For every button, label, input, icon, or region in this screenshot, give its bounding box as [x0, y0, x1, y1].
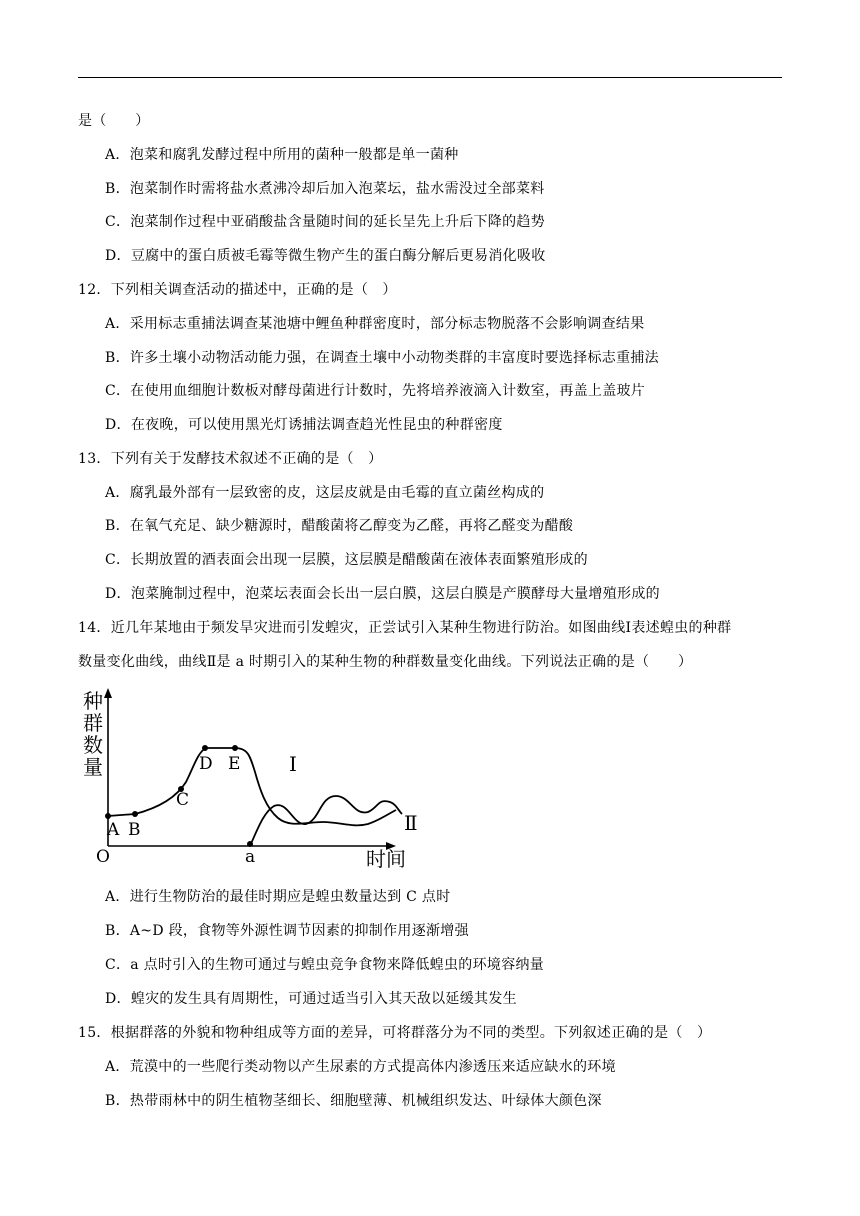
- q14-stem-line1: 14．近几年某地由于频发旱灾进而引发蝗灾，正尝试引入某种生物进行防治。如图曲线Ⅰ表述蝗虫的种群: [78, 620, 732, 636]
- q12-option-c: C．在使用血细胞计数板对酵母菌进行计数时，先将培养液滴入计数室，再盖上盖玻片: [105, 383, 646, 399]
- q13-stem: 13．下列有关于发酵技术叙述不正确的是（ ）: [78, 451, 383, 467]
- q12-option-d: D．在夜晚，可以使用黑光灯诱捕法调查趋光性昆虫的种群密度: [105, 417, 503, 433]
- q11-option-b: B．泡菜制作时需将盐水煮沸冷却后加入泡菜坛，盐水需没过全部菜料: [105, 181, 545, 197]
- label-a-time: a: [245, 847, 256, 867]
- label-origin: O: [96, 847, 110, 867]
- label-curve-ii: Ⅱ: [404, 811, 418, 835]
- q14-option-b: B．A~D 段，食物等外源性调节因素的抑制作用逐渐增强: [105, 923, 469, 939]
- x-axis-label: 时间: [366, 847, 406, 871]
- q13-option-b: B．在氧气充足、缺少糖源时，醋酸菌将乙醇变为乙醛，再将乙醛变为醋酸: [105, 518, 574, 534]
- label-d: D: [199, 754, 213, 774]
- y-label-char-3: 数: [83, 733, 103, 757]
- q11-option-a: A．泡菜和腐乳发酵过程中所用的菌种一般都是单一菌种: [105, 147, 459, 163]
- q15-option-b: B．热带雨林中的阴生植物茎细长、细胞壁薄、机械组织发达、叶绿体大颜色深: [105, 1093, 602, 1109]
- q14-option-c: C．a 点时引入的生物可通过与蝗虫竞争食物来降低蝗虫的环境容纳量: [105, 957, 545, 973]
- point-d: [202, 745, 208, 751]
- curve-i: [108, 748, 396, 825]
- point-b: [132, 811, 138, 817]
- label-b: B: [128, 820, 141, 840]
- q11-option-c: C．泡菜制作过程中亚硝酸盐含量随时间的延长呈先上升后下降的趋势: [105, 214, 546, 230]
- header-rule: [78, 77, 782, 78]
- q15-stem: 15．根据群落的外貌和物种组成等方面的差异，可将群落分为不同的类型。下列叙述正确的是（ ）: [78, 1025, 712, 1041]
- q14-stem-line2: 数量变化曲线，曲线Ⅱ是 a 时期引入的某种生物的种群数量变化曲线。下列说法正确的是（ ）: [78, 654, 693, 670]
- label-e: E: [228, 754, 241, 774]
- q12-option-b: B．许多土壤小动物活动能力强，在调查土壤中小动物类群的丰富度时要选择标志重捕法: [105, 350, 659, 366]
- population-curve-figure: [78, 686, 428, 872]
- y-label-char-4: 量: [83, 755, 103, 779]
- q11-stem-tail: 是（ ）: [78, 113, 150, 129]
- y-label-char-1: 种: [83, 689, 103, 713]
- label-c: C: [176, 790, 190, 810]
- q14-option-d: D．蝗灾的发生具有周期性，可通过适当引入其天敌以延缓其发生: [105, 991, 517, 1007]
- label-a: A: [107, 820, 120, 840]
- q13-option-c: C．长期放置的酒表面会出现一层膜，这层膜是醋酸菌在液体表面繁殖形成的: [105, 552, 588, 568]
- y-label-char-2: 群: [83, 711, 103, 735]
- label-curve-i: Ⅰ: [289, 752, 297, 776]
- q12-option-a: A．采用标志重捕法调查某池塘中鲤鱼种群密度时，部分标志物脱落不会影响调查结果: [105, 316, 645, 332]
- point-a: [105, 813, 111, 819]
- q13-option-a: A．腐乳最外部有一层致密的皮，这层皮就是由毛霉的直立菌丝构成的: [105, 485, 545, 501]
- point-e: [232, 745, 238, 751]
- q12-stem: 12．下列相关调查活动的描述中，正确的是（ ）: [78, 282, 397, 298]
- y-axis-arrow: [104, 688, 112, 698]
- q14-option-a: A．进行生物防治的最佳时期应是蝗虫数量达到 C 点时: [105, 889, 451, 905]
- q13-option-d: D．泡菜腌制过程中，泡菜坛表面会长出一层白膜，这层白膜是产膜酵母大量增殖形成的: [105, 586, 660, 602]
- q15-option-a: A．荒漠中的一些爬行类动物以产生尿素的方式提高体内渗透压来适应缺水的环境: [105, 1059, 616, 1075]
- curve-ii: [250, 796, 402, 846]
- q11-option-d: D．豆腐中的蛋白质被毛霉等微生物产生的蛋白酶分解后更易消化吸收: [105, 248, 546, 264]
